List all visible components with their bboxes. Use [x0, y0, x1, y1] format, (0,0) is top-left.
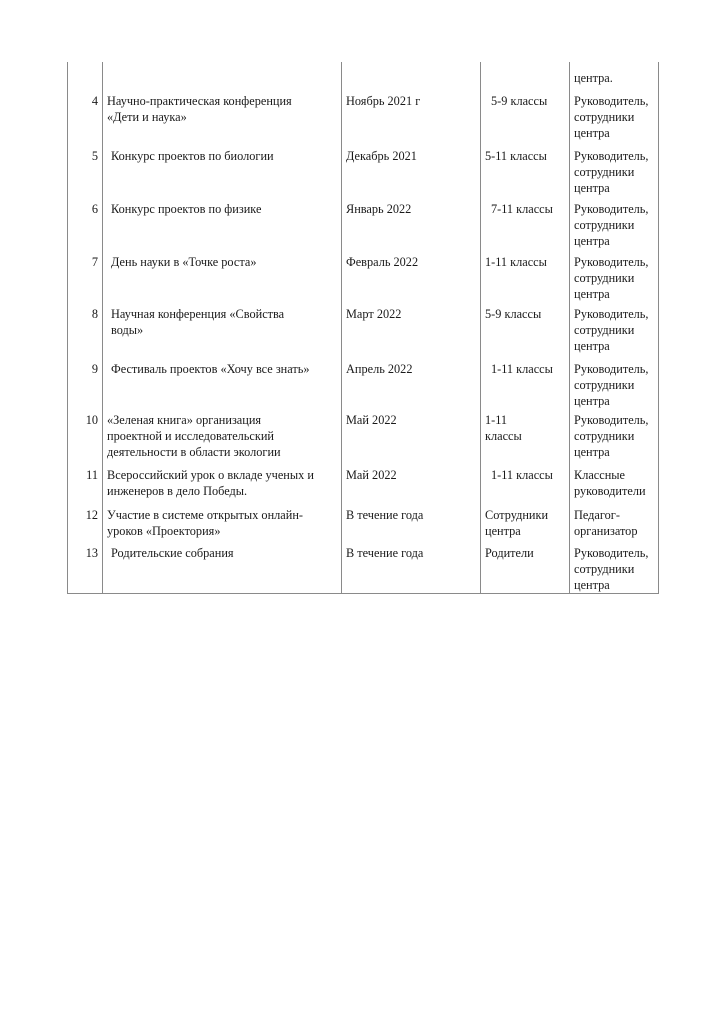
event-responsible: Руководитель, сотрудники центра: [570, 361, 659, 412]
event-responsible: Классные руководители: [570, 467, 659, 507]
table-row: [68, 545, 659, 594]
event-participants: 1-11 классы: [481, 361, 570, 412]
event-participants: 1-11 классы: [481, 412, 570, 467]
table-row: [68, 93, 659, 148]
row-number: [68, 62, 103, 93]
event-responsible: Руководитель, сотрудники центра: [570, 545, 659, 594]
row-number: 8: [68, 306, 103, 361]
event-name: Всероссийский урок о вкладе ученых и инженеров в дело Победы.: [103, 467, 342, 507]
row-number: 7: [68, 254, 103, 306]
event-participants: [481, 62, 570, 93]
event-date: Апрель 2022: [342, 361, 481, 412]
event-participants: 1-11 классы: [481, 254, 570, 306]
event-date: Январь 2022: [342, 201, 481, 254]
event-name: [103, 62, 342, 93]
event-date: В течение года: [342, 545, 481, 594]
event-name: «Зеленая книга» организация проектной и исследовательский деятельности в области экологии: [103, 412, 342, 467]
table-row: [68, 254, 659, 306]
event-responsible: Педагог- организатор: [570, 507, 659, 545]
event-responsible: Руководитель, сотрудники центра: [570, 148, 659, 201]
event-name: Научно-практическая конференция «Дети и наука»: [103, 93, 342, 148]
event-date: Май 2022: [342, 412, 481, 467]
event-date: В течение года: [342, 507, 481, 545]
row-number: 10: [68, 412, 103, 467]
row-number: 11: [68, 467, 103, 507]
table-row: [68, 62, 659, 93]
row-number: 6: [68, 201, 103, 254]
event-responsible: Руководитель, сотрудники центра: [570, 254, 659, 306]
row-number: 4: [68, 93, 103, 148]
row-number: 12: [68, 507, 103, 545]
table-row: [68, 412, 659, 467]
table-row: [68, 467, 659, 507]
event-participants: 5-11 классы: [481, 148, 570, 201]
event-date: Декабрь 2021: [342, 148, 481, 201]
event-participants: Сотрудники центра: [481, 507, 570, 545]
event-date: Март 2022: [342, 306, 481, 361]
event-name: Конкурс проектов по биологии: [103, 148, 342, 201]
event-date: [342, 62, 481, 93]
event-name: Фестиваль проектов «Хочу все знать»: [103, 361, 342, 412]
table-row: [68, 361, 659, 412]
row-number: 9: [68, 361, 103, 412]
event-participants: 5-9 классы: [481, 93, 570, 148]
event-date: Ноябрь 2021 г: [342, 93, 481, 148]
event-name: Родительские собрания: [103, 545, 342, 594]
table-row: [68, 201, 659, 254]
event-name: День науки в «Точке роста»: [103, 254, 342, 306]
table-row: [68, 507, 659, 545]
event-responsible: Руководитель, сотрудники центра: [570, 93, 659, 148]
event-participants: Родители: [481, 545, 570, 594]
event-responsible: Руководитель, сотрудники центра: [570, 412, 659, 467]
event-name: Научная конференция «Свойства воды»: [103, 306, 342, 361]
event-responsible: центра.: [570, 62, 659, 93]
event-responsible: Руководитель, сотрудники центра: [570, 201, 659, 254]
event-participants: 1-11 классы: [481, 467, 570, 507]
event-name: Участие в системе открытых онлайн- уроков «Проектория»: [103, 507, 342, 545]
events-table: [67, 62, 659, 594]
event-responsible: Руководитель, сотрудники центра: [570, 306, 659, 361]
table-row: [68, 306, 659, 361]
event-name: Конкурс проектов по физике: [103, 201, 342, 254]
event-date: Февраль 2022: [342, 254, 481, 306]
table-row: [68, 148, 659, 201]
event-date: Май 2022: [342, 467, 481, 507]
event-participants: 7-11 классы: [481, 201, 570, 254]
row-number: 13: [68, 545, 103, 594]
event-participants: 5-9 классы: [481, 306, 570, 361]
row-number: 5: [68, 148, 103, 201]
